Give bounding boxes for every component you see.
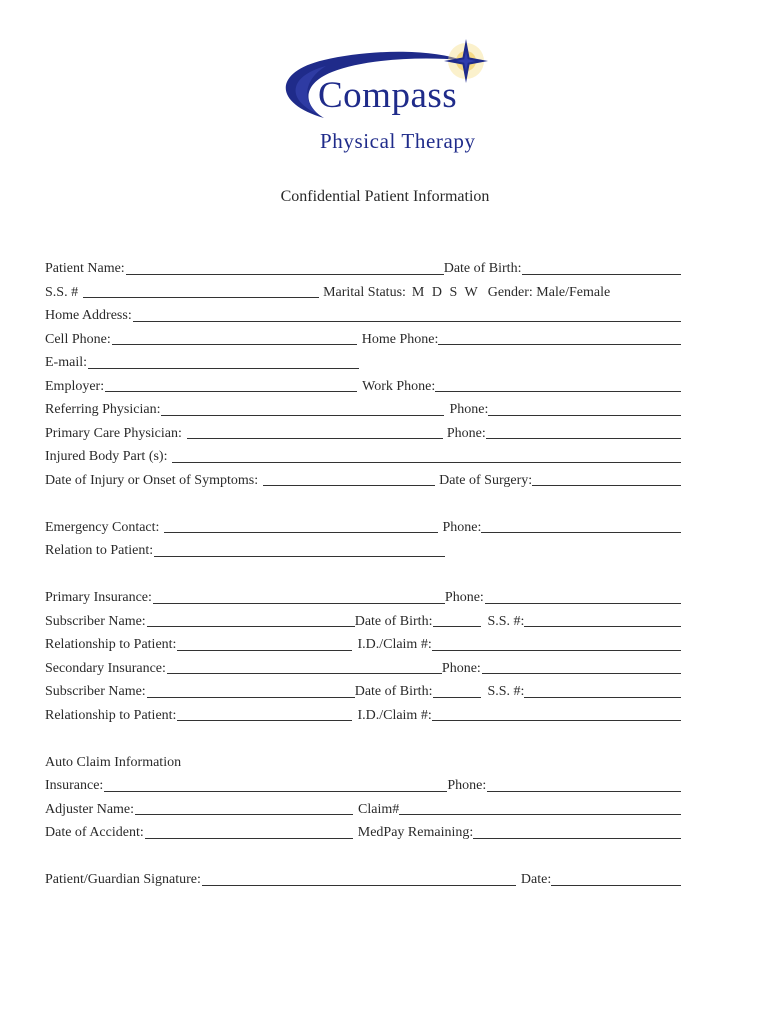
relationship-field[interactable] [177,637,352,651]
dob-label: Date of Birth: [443,261,522,277]
employer-field[interactable] [105,378,357,392]
auto-insurance-field[interactable] [104,778,447,792]
claim-id-label: I.D./Claim #: [357,637,432,653]
auto-phone-field[interactable] [487,778,681,792]
subscriber2-dob-label: Date of Birth: [354,684,433,700]
claim2-id-label: I.D./Claim #: [357,707,432,723]
injured-body-part-field[interactable] [172,449,681,463]
injured-body-part-label: Injured Body Part (s): [45,449,168,465]
patient-form [45,254,681,889]
medpay-field[interactable] [473,825,681,839]
signature-field[interactable] [202,872,516,886]
row-relationship-2 [45,701,681,725]
primary-insurance-phone-field[interactable] [485,590,681,604]
work-phone-field[interactable] [435,378,681,392]
marital-status-options[interactable]: M D S W [411,284,478,300]
ss-field[interactable] [83,284,319,298]
injury-date-label: Date of Injury or Onset of Symptoms: [45,472,259,488]
primary-insurance-phone-label: Phone: [444,590,484,606]
emergency-phone-field[interactable] [481,519,681,533]
brand-name: Compass [318,75,458,116]
marital-status-label: Marital Status: [323,284,406,300]
subscriber-ss-field[interactable] [524,613,681,627]
form-title: Confidential Patient Information [280,188,490,205]
patient-name-field[interactable] [126,261,444,275]
auto-claim-field[interactable] [399,801,681,815]
row-patient-name [45,254,681,278]
subscriber-name-label: Subscriber Name: [45,613,146,629]
primary-insurance-label: Primary Insurance: [45,590,152,606]
row-primary-insurance [45,583,681,607]
subscriber2-name-label: Subscriber Name: [45,684,146,700]
row-home-address [45,301,681,325]
surgery-date-field[interactable] [532,472,681,486]
row-ss [45,278,681,302]
email-field[interactable] [88,355,359,369]
subscriber2-ss-label: S.S. #: [487,684,525,700]
pcp-field[interactable] [187,425,443,439]
row-injury-date [45,466,681,490]
row-email [45,348,681,372]
dob-field[interactable] [522,261,681,275]
cell-phone-field[interactable] [112,331,357,345]
secondary-insurance-field[interactable] [167,660,442,674]
gender-options[interactable]: Gender: Male/Female [487,284,611,300]
row-pcp [45,419,681,443]
subscriber2-dob-field[interactable] [433,684,481,698]
subscriber-dob-label: Date of Birth: [354,613,433,629]
patient-name-label: Patient Name: [45,261,125,277]
signature-label: Patient/Guardian Signature: [45,872,201,888]
row-secondary-insurance [45,654,681,678]
auto-claim-label: Claim# [358,801,400,817]
surgery-date-label: Date of Surgery: [439,472,533,488]
row-signature [45,865,681,889]
row-emergency [45,513,681,537]
row-accident [45,818,681,842]
row-employer [45,372,681,396]
relation-field[interactable] [154,543,445,557]
primary-insurance-field[interactable] [153,590,445,604]
emergency-contact-label: Emergency Contact: [45,519,160,535]
adjuster-name-label: Adjuster Name: [45,801,135,817]
subscriber-ss-label: S.S. #: [487,613,525,629]
secondary-insurance-label: Secondary Insurance: [45,660,166,676]
row-adjuster [45,795,681,819]
signature-date-field[interactable] [551,872,681,886]
secondary-insurance-phone-field[interactable] [482,660,681,674]
referring-phone-label: Phone: [449,402,489,418]
claim-id-field[interactable] [432,637,681,651]
accident-date-field[interactable] [145,825,353,839]
referring-phone-field[interactable] [488,402,681,416]
subscriber2-name-field[interactable] [147,684,355,698]
work-phone-label: Work Phone: [362,378,436,394]
row-subscriber [45,607,681,631]
pcp-phone-field[interactable] [486,425,681,439]
auto-claim-heading: Auto Claim Information [45,754,182,770]
home-address-field[interactable] [133,308,681,322]
subscriber2-ss-field[interactable] [524,684,681,698]
pcp-label: Primary Care Physician: [45,425,182,441]
signature-date-label: Date: [520,872,552,888]
subscriber-dob-field[interactable] [433,613,481,627]
auto-phone-label: Phone: [447,778,487,794]
row-relationship [45,630,681,654]
relationship-label: Relationship to Patient: [45,637,177,653]
cell-phone-label: Cell Phone: [45,331,111,347]
row-auto-heading [45,748,681,772]
row-referring [45,395,681,419]
medpay-label: MedPay Remaining: [357,825,474,841]
email-label: E-mail: [45,355,87,371]
brand-subtitle: Physical Therapy [320,129,476,153]
home-phone-label: Home Phone: [361,331,439,347]
relationship2-field[interactable] [177,707,352,721]
relationship2-label: Relationship to Patient: [45,707,177,723]
relation-label: Relation to Patient: [45,543,154,559]
injury-date-field[interactable] [263,472,435,486]
referring-physician-field[interactable] [161,402,444,416]
subscriber-name-field[interactable] [147,613,355,627]
row-phones [45,325,681,349]
auto-insurance-label: Insurance: [45,778,104,794]
row-injured [45,442,681,466]
row-relation [45,536,681,560]
claim2-id-field[interactable] [432,707,681,721]
home-phone-field[interactable] [438,331,681,345]
accident-date-label: Date of Accident: [45,825,144,841]
row-subscriber-2 [45,677,681,701]
employer-label: Employer: [45,378,105,394]
adjuster-name-field[interactable] [135,801,353,815]
row-auto-insurance [45,771,681,795]
ss-label: S.S. # [45,284,79,300]
pcp-phone-label: Phone: [446,425,486,441]
emergency-contact-field[interactable] [164,519,438,533]
emergency-phone-label: Phone: [442,519,482,535]
home-address-label: Home Address: [45,308,132,324]
secondary-insurance-phone-label: Phone: [441,660,481,676]
referring-physician-label: Referring Physician: [45,402,161,418]
